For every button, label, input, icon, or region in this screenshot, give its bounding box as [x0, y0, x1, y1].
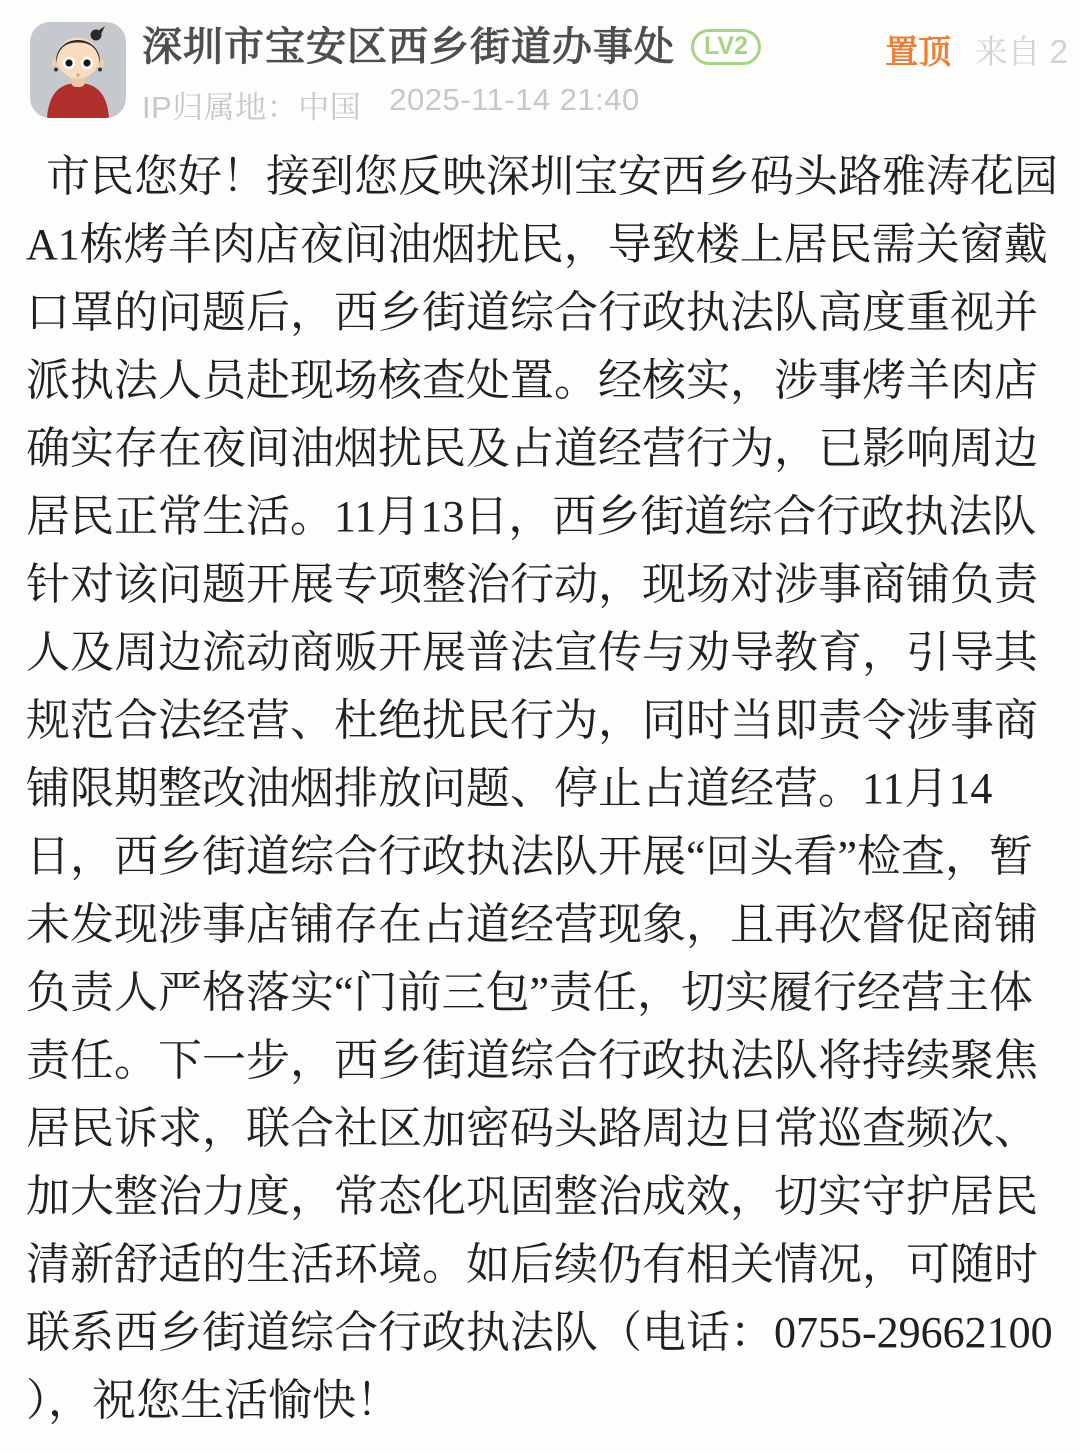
- post-body: [0, 143, 1080, 1435]
- level-badge: LV2: [691, 29, 761, 65]
- post-text-line: 日，西乡街道综合行政执法队开展“回头看”检查，暂: [26, 832, 1034, 881]
- identity-block: [142, 22, 761, 127]
- post-text-line: 责任。下一步，西乡街道综合行政执法队将持续聚焦: [26, 1036, 1038, 1085]
- post-text-line: 联系西乡街道综合行政执法队（电话：0755-29662100: [26, 1308, 1053, 1357]
- post-text-line: 居民诉求，联合社区加密码头路周边日常巡查频次、: [26, 1104, 1038, 1153]
- post-text-line: 加大整治力度，常态化巩固整治成效，切实守护居民: [26, 1172, 1038, 1221]
- timestamp: 2025-11-14 21:40: [389, 82, 640, 117]
- post-text-line: 市民您好！接到您反映深圳宝安西乡码头路雅涛花园: [46, 152, 1058, 201]
- post-text-line: 人及周边流动商贩开展普法宣传与劝导教育，引导其: [26, 628, 1038, 677]
- post-text-line: 清新舒适的生活环境。如后续仍有相关情况，可随时: [26, 1240, 1038, 1289]
- avatar[interactable]: [30, 22, 126, 118]
- post-text-line: A1栋烤羊肉店夜间油烟扰民，导致楼上居民需关窗戴: [26, 220, 1048, 269]
- post-text-line: 规范合法经营、杜绝扰民行为，同时当即责令涉事商: [26, 696, 1038, 745]
- source-label: 来自 2: [974, 33, 1068, 70]
- name-row: [142, 24, 761, 70]
- post-text-line: 针对该问题开展专项整治行动，现场对涉事商铺负责: [26, 560, 1038, 609]
- ip-location-label: IP归属地：中国: [142, 90, 362, 125]
- post-text-line: 口罩的问题后，西乡街道综合行政执法队高度重视并: [26, 288, 1038, 337]
- post-text-line: 铺限期整改油烟排放问题、停止占道经营。11月14: [26, 764, 993, 813]
- post-header: [0, 0, 1080, 127]
- post-text-line: 居民正常生活。11月13日，西乡街道综合行政执法队: [26, 492, 1037, 541]
- post-text-line: 未发现涉事店铺存在占道经营现象，且再次督促商铺: [26, 900, 1038, 949]
- avatar-cartoon-girl-icon: [30, 22, 126, 118]
- pinned-badge: 置顶: [885, 33, 952, 70]
- header-corner: [885, 26, 1068, 73]
- post-text-line: ），祝您生活愉快！: [26, 1376, 400, 1425]
- post-text-line: 确实存在夜间油烟扰民及占道经营行为，已影响周边: [26, 424, 1038, 473]
- user-name[interactable]: 深圳市宝安区西乡街道办事处: [142, 25, 675, 69]
- post-text-line: 负责人严格落实“门前三包”责任，切实履行经营主体: [26, 968, 1034, 1017]
- meta-row: [142, 82, 761, 127]
- post-text-line: 派执法人员赴现场核查处置。经核实，涉事烤羊肉店: [26, 356, 1038, 405]
